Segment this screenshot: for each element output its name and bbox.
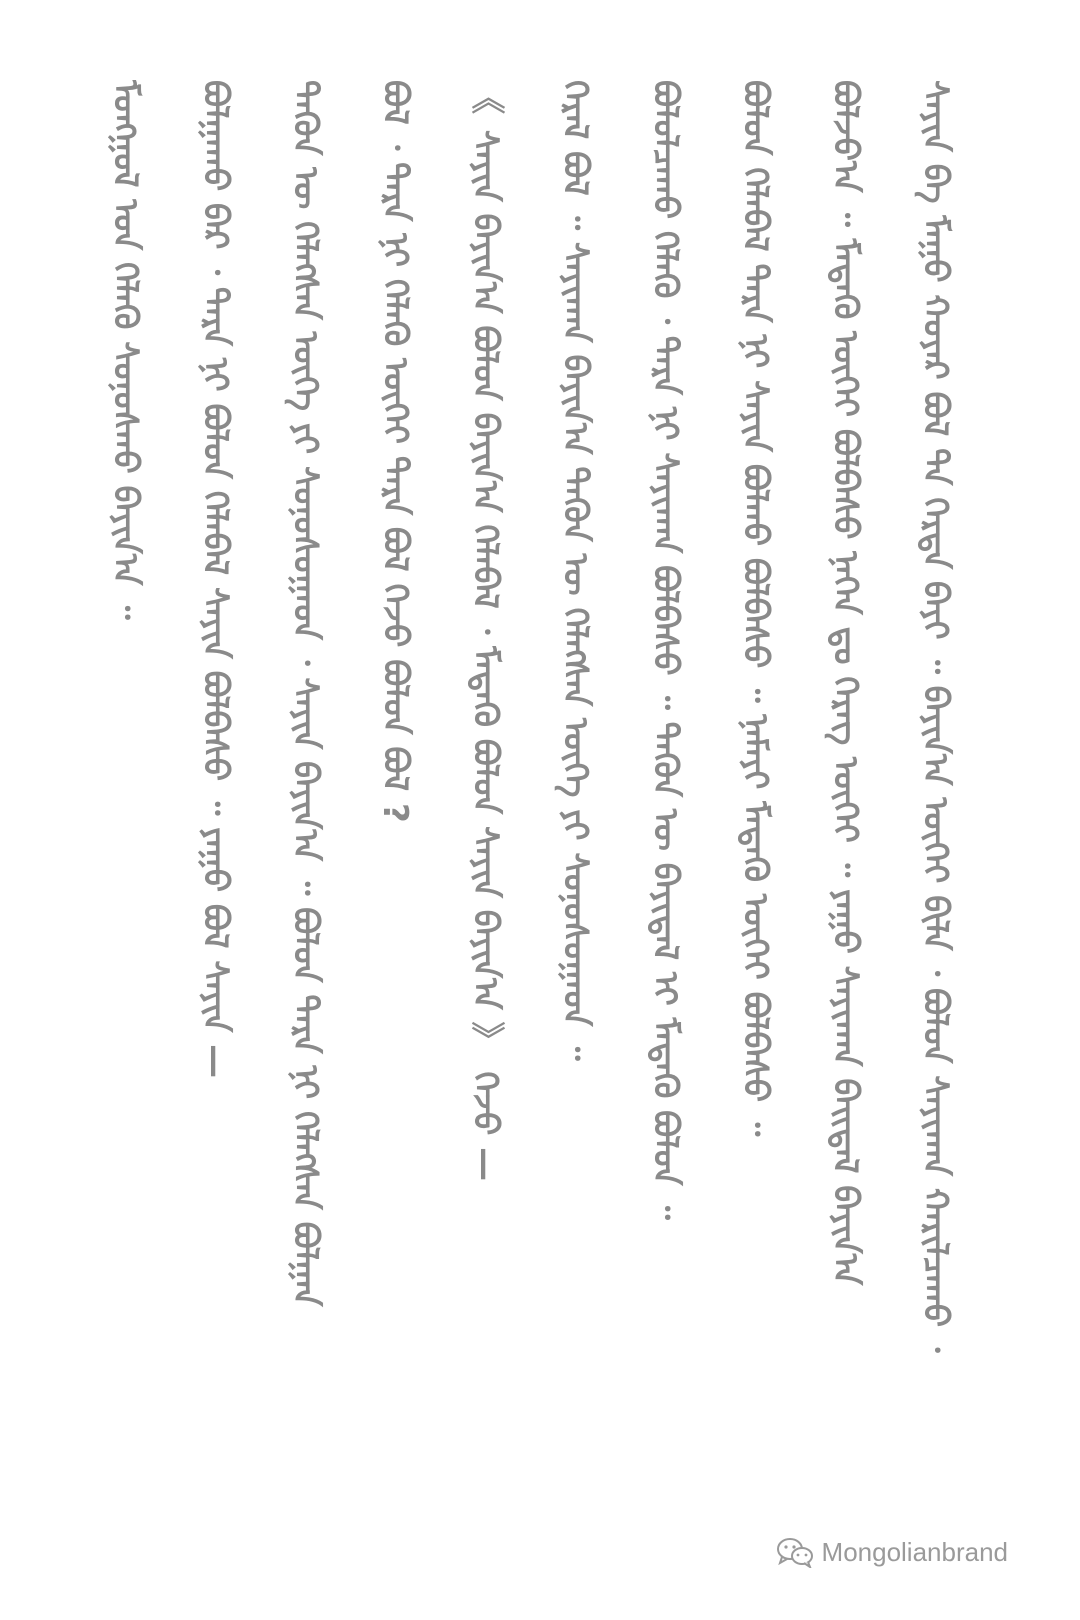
text-column-4-text: ᠪᠣᠯᠤᠯᠴᠠᠬᠤ ᠬᠡᠯᠡᠬᠦ ᠂ ᠲᠡᠷᠡ ᠨᠢ ᠰᠠᠶᠢᠬᠠᠨ ᠪᠣᠯᠪᠠᠰᠤ ᠃ ᠲᠡᠭᠦᠨ ᠦ ᠪᠠᠶᠢᠳᠠᠯ ᠢ ᠮᠡᠳᠡᠬᠦ ᠪᠣᠯᠤᠨ ᠃: [645, 80, 685, 1220]
text-column-5-text: ᠭᠡᠷᠡᠯ ᠪᠣᠯ ᠃ ᠰᠠᠶᠢᠬᠠᠨ ᠪᠠᠶᠢᠨ᠎ᠠ ᠲᠡᠭᠦᠨ ᠦ ᠬᠡᠯᠡᠭᠰᠡᠨ ᠦᠭᠡ ᠶᠢ ᠰᠣᠨᠣᠰᠣᠭᠠᠳ ᠃: [555, 80, 595, 1061]
text-column-8: [275, 80, 335, 1500]
text-column-5: [545, 80, 605, 1500]
text-column-1-text: ᠰᠠᠶᠢᠨ ᠪᠠ ᠮᠠᠭᠤ ᠬᠣᠶᠠᠷ ᠪᠣᠯ ᠲᠠ ᠭᠡᠷᠲᠡ ᠪᠠᠶᠢ ᠃ ᠪᠠᠶᠢᠨ᠎ᠠ ᠦᠭᠡᠢ ᠪᠢᠯᠡ ᠂ ᠪᠣᠯᠤᠨ ᠰᠠᠶᠢᠬᠠᠨ ᠬᠠᠷᠢᠯᠴᠠᠬᠤ ᠂: [915, 80, 955, 1353]
text-column-2: [815, 80, 875, 1500]
text-column-3-text: ᠪᠣᠯᠤᠨ ᠬᠡᠯᠡᠪᠡᠯ ᠲᠡᠷᠡ ᠨᠢ ᠰᠠᠶᠢᠨ ᠪᠣᠯᠬᠤ ᠪᠣᠯᠪᠠᠰᠤ ᠃ ᠨᠠᠮᠠᠶᠢ ᠮᠡᠳᠡᠬᠦ ᠦᠭᠡᠢ ᠪᠣᠯᠪᠠᠰᠤ ᠃: [735, 80, 775, 1137]
text-column-6: [455, 80, 515, 1500]
text-column-6-text: 《 ᠰᠠᠶᠢᠨ ᠪᠠᠶᠢᠨ᠎ᠠ ᠪᠣᠯᠤᠨ ᠪᠠᠶᠢᠨ᠎ᠠ ᠬᠡᠯᠡᠪᠡᠯ ᠂ ᠮᠡᠳᠡᠬᠦ ᠪᠣᠯᠤᠨ ᠰᠠᠶᠢᠨ ᠪᠠᠶᠢᠨ᠎ᠠ 》 ᠭᠡᠵᠦ —: [465, 80, 505, 1182]
text-column-9-text: ᠪᠣᠯᠭᠠᠬᠤ ᠪᠠᠷ ᠂ ᠲᠡᠷᠡ ᠨᠢ ᠪᠣᠯᠤᠨ ᠬᠡᠯᠡᠪᠡᠯ ᠰᠠᠶᠢᠨ ᠪᠣᠯᠪᠠᠰᠤ ᠃ ᠶᠠᠭᠤ ᠪᠣᠯ ᠰᠠᠶᠢᠨ —: [195, 80, 235, 1079]
text-column-9: [185, 80, 245, 1500]
text-column-10-text: ᠮᠣᠩᠭᠣᠯ ᠤᠨ ᠬᠡᠯᠡᠬᠦ ᠰᠣᠨᠣᠰᠬᠤ ᠪᠠᠶᠢᠨ᠎ᠠ ᠃: [105, 80, 145, 620]
text-column-7-text: ᠪᠣᠯ ᠂ ᠲᠡᠷᠡ ᠨᠢ ᠬᠡᠯᠡᠬᠦ ᠦᠭᠡᠢ ᠲᠡᠷᠡ ᠪᠣᠯ ᠭᠡᠵᠦ ᠪᠣᠯᠤᠨ ᠪᠣᠯ ?: [375, 80, 415, 823]
text-column-1: [905, 80, 965, 1500]
text-column-4: [635, 80, 695, 1500]
text-column-2-text: ᠪᠣᠯᠵᠤ᠎ᠠ ᠃ ᠮᠡᠳᠡᠬᠦ ᠦᠭᠡᠢ ᠪᠣᠯᠪᠠᠰᠤ ᠨᠡᠬᠡᠨ ᠳᠤ ᠬᠡᠷᠡᠭ ᠦᠭᠡᠢ ᠃ ᠶᠠᠭᠤ ᠰᠠᠶᠢᠬᠠᠨ ᠪᠠᠢᠳᠠᠯ ᠪᠠᠶᠢᠨ᠎ᠠ: [825, 80, 865, 1286]
mongolian-text-block: [95, 80, 965, 1500]
text-column-10: [95, 80, 155, 1500]
wechat-icon: [776, 1536, 814, 1568]
text-column-3: [725, 80, 785, 1500]
watermark: [776, 1536, 1008, 1568]
watermark-text: Mongolianbrand: [821, 1536, 1008, 1567]
text-column-7: [365, 80, 425, 1500]
text-column-8-text: ᠲᠡᠭᠦᠨ ᠦ ᠬᠡᠯᠡᠭᠰᠡᠨ ᠦᠭᠡ ᠶᠢ ᠰᠣᠨᠣᠰᠤᠭᠠᠳ ᠂ ᠰᠠᠶᠢᠨ ᠪᠠᠶᠢᠨ᠎ᠠ ᠃ ᠪᠣᠯᠤᠨ ᠲᠡᠷᠡ ᠨᠢ ᠬᠡᠯᠡᠭᠰᠡᠨ ᠪᠣᠯᠭᠠᠨ: [285, 80, 325, 1307]
